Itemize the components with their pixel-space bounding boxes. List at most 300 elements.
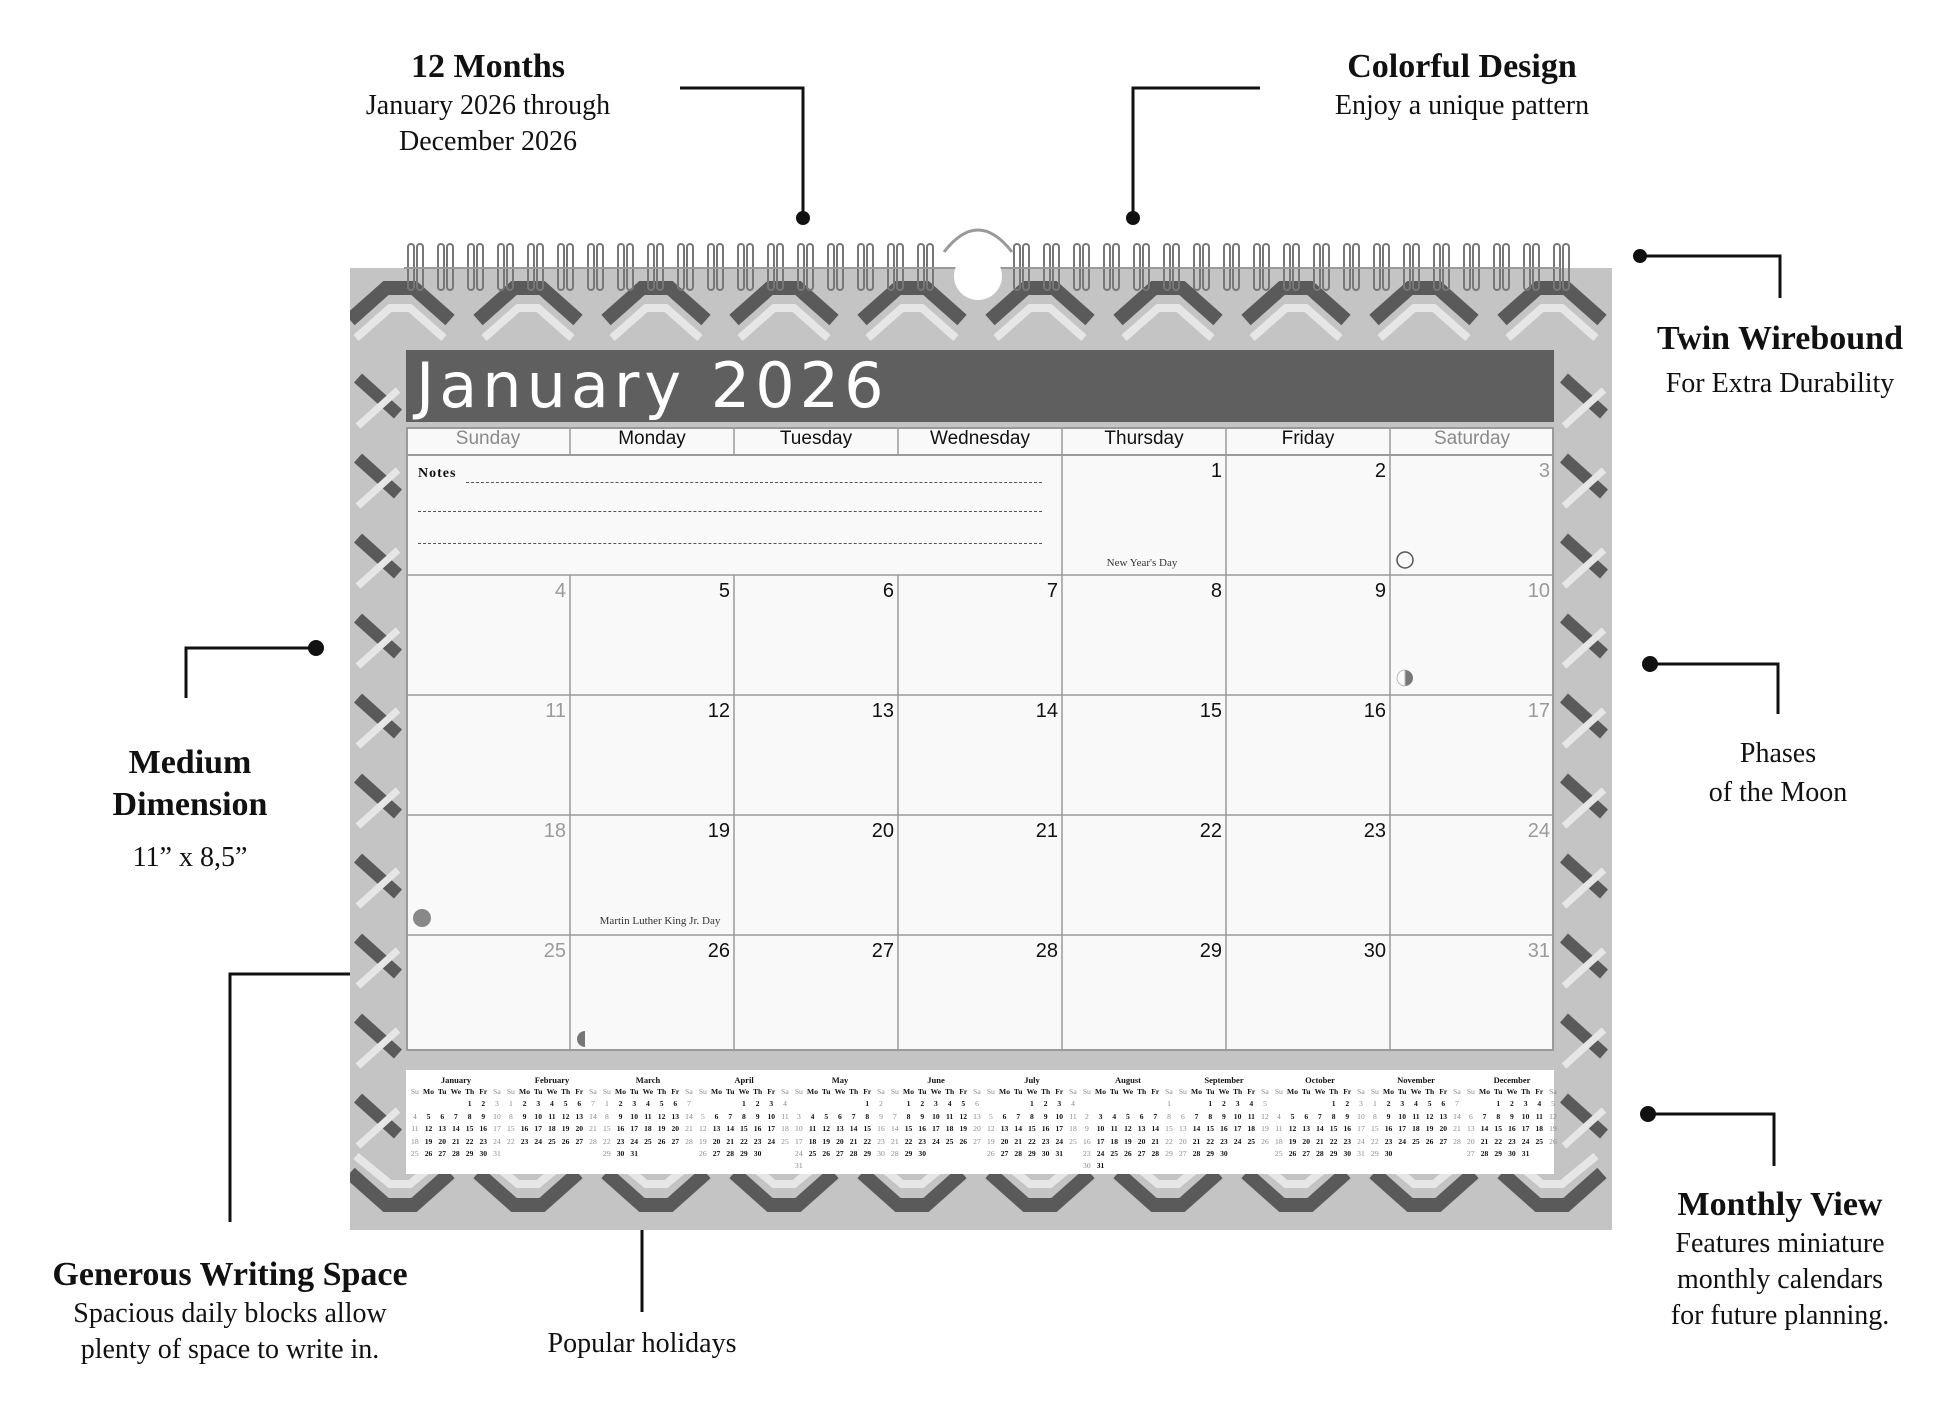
mini-day: 7 <box>1194 1111 1199 1121</box>
mini-day: 18 <box>1535 1124 1544 1134</box>
mini-day: 24 <box>534 1136 543 1146</box>
mini-week-row <box>1080 1098 1176 1110</box>
day-number[interactable]: 14 <box>1035 700 1058 722</box>
mini-day: 2 <box>481 1099 486 1109</box>
day-number[interactable]: 9 <box>1374 580 1386 602</box>
mini-day: 8 <box>604 1111 609 1121</box>
mini-day: 17 <box>1096 1136 1105 1146</box>
callout-text: December 2026 <box>398 126 578 157</box>
mini-week-row <box>888 1111 984 1123</box>
mini-day <box>819 1160 833 1172</box>
mini-day-header: Mo <box>519 1087 531 1096</box>
day-number[interactable]: 15 <box>1199 700 1222 722</box>
mini-month-name: June <box>927 1075 945 1085</box>
mini-day-header: We <box>930 1087 942 1096</box>
mini-day-header: Tu <box>1205 1087 1215 1096</box>
mini-day: 11 <box>644 1111 652 1121</box>
mini-week-row <box>696 1111 792 1123</box>
mini-day: 8 <box>508 1111 513 1121</box>
mini-day-header: Fr <box>1535 1087 1544 1096</box>
mini-day-header: Th <box>752 1087 763 1096</box>
day-number[interactable]: 11 <box>545 700 566 722</box>
mini-day: 28 <box>589 1136 597 1146</box>
mini-day: 25 <box>945 1136 954 1146</box>
mini-day: 28 <box>1453 1136 1461 1146</box>
mini-day: 25 <box>1275 1149 1283 1159</box>
mini-day <box>847 1098 861 1110</box>
mini-day <box>422 1098 436 1110</box>
day-number[interactable]: 19 <box>707 820 730 842</box>
day-number[interactable]: 1 <box>1210 460 1222 482</box>
day-number[interactable]: 16 <box>1363 700 1386 722</box>
weekday-header-friday: Friday <box>1281 428 1335 449</box>
mini-day: 4 <box>947 1099 952 1109</box>
day-number[interactable]: 2 <box>1374 460 1386 482</box>
mini-day: 13 <box>836 1124 844 1134</box>
mini-day: 7 <box>1482 1111 1487 1121</box>
mini-day: 16 <box>753 1124 762 1134</box>
mini-day: 26 <box>1425 1136 1434 1146</box>
mini-day <box>764 1148 778 1160</box>
mini-calendar-april <box>696 1074 792 1160</box>
mini-day: 30 <box>1220 1149 1228 1159</box>
mini-day: 16 <box>1384 1124 1393 1134</box>
mini-day: 18 <box>1069 1124 1077 1134</box>
mini-day: 21 <box>452 1136 460 1146</box>
mini-day: 13 <box>1467 1124 1475 1134</box>
mini-day-header: Tu <box>1397 1087 1407 1096</box>
mini-day: 11 <box>1247 1111 1255 1121</box>
mini-day: 7 <box>1153 1111 1158 1121</box>
mini-day: 25 <box>1110 1149 1119 1159</box>
mini-day: 25 <box>411 1149 419 1159</box>
mini-day <box>792 1098 806 1110</box>
mini-day: 2 <box>1222 1099 1226 1109</box>
mini-day: 4 <box>550 1099 554 1109</box>
mini-day: 13 <box>1179 1124 1187 1134</box>
day-number[interactable]: 25 <box>543 940 566 962</box>
weekday-header-thursday: Thursday <box>1104 428 1184 449</box>
mini-day: 15 <box>740 1124 748 1134</box>
mini-week-row <box>504 1136 600 1148</box>
mini-day: 2 <box>1345 1099 1350 1109</box>
mini-month-name: March <box>635 1075 661 1085</box>
mini-day: 17 <box>493 1124 501 1134</box>
mini-week-row <box>792 1098 888 1110</box>
mini-day: 1 <box>508 1099 513 1109</box>
mini-day: 10 <box>1357 1111 1365 1121</box>
mini-day: 24 <box>767 1136 776 1146</box>
mini-week-row <box>1176 1148 1272 1160</box>
mini-month-name: December <box>1493 1075 1531 1085</box>
mini-day-header: Fr <box>767 1087 776 1096</box>
day-number[interactable]: 12 <box>707 700 730 722</box>
day-number[interactable]: 24 <box>1527 820 1550 842</box>
day-number[interactable]: 31 <box>1527 940 1550 962</box>
mini-day: 7 <box>1455 1099 1459 1109</box>
mini-day: 13 <box>1302 1124 1311 1134</box>
mini-day: 31 <box>1096 1161 1105 1171</box>
mini-day-header: Tu <box>437 1087 447 1096</box>
mini-day-header: Th <box>1232 1087 1243 1096</box>
callout-text: of the Moon <box>1708 777 1848 808</box>
mini-day: 16 <box>1220 1124 1228 1134</box>
mini-day: 14 <box>452 1124 460 1134</box>
mini-day-header: Tu <box>1013 1087 1023 1096</box>
mini-day: 20 <box>1302 1136 1311 1146</box>
mini-day: 25 <box>644 1136 652 1146</box>
mini-day <box>1532 1148 1546 1160</box>
mini-day: 6 <box>440 1111 445 1121</box>
mini-calendar-may <box>792 1074 888 1173</box>
mini-day <box>655 1148 669 1160</box>
day-number[interactable]: 6 <box>882 580 894 602</box>
mini-day-headers <box>1464 1086 1560 1098</box>
mini-day: 25 <box>808 1149 817 1159</box>
mini-day: 5 <box>659 1099 664 1109</box>
weekday-header-tuesday: Tuesday <box>779 428 853 449</box>
mini-week-row <box>408 1136 504 1148</box>
mini-day: 28 <box>849 1149 858 1159</box>
mini-day: 19 <box>1288 1136 1297 1146</box>
day-number[interactable]: 3 <box>1538 460 1550 482</box>
mini-day: 26 <box>1261 1136 1269 1146</box>
mini-week-row <box>792 1148 888 1160</box>
mini-day: 12 <box>561 1111 570 1121</box>
mini-day: 18 <box>548 1124 556 1134</box>
mini-day-header: Su <box>602 1087 611 1096</box>
mini-day: 28 <box>1014 1149 1023 1159</box>
mini-day: 10 <box>795 1124 803 1134</box>
day-number[interactable]: 28 <box>1035 940 1058 962</box>
mini-day: 27 <box>671 1136 680 1146</box>
day-number[interactable]: 26 <box>707 940 730 962</box>
mini-day: 29 <box>1329 1149 1338 1159</box>
day-number[interactable]: 20 <box>871 820 894 842</box>
mini-day: 12 <box>657 1111 666 1121</box>
mini-day: 6 <box>1304 1111 1309 1121</box>
mini-day: 1 <box>865 1099 870 1109</box>
mini-day: 1 <box>1208 1099 1213 1109</box>
mini-calendar-november <box>1368 1074 1464 1160</box>
mini-day: 12 <box>1288 1124 1297 1134</box>
mini-day-header: Fr <box>1055 1087 1064 1096</box>
mini-day: 12 <box>424 1124 433 1134</box>
day-number[interactable]: 23 <box>1363 820 1386 842</box>
mini-day: 2 <box>879 1099 883 1109</box>
mini-day: 16 <box>616 1124 625 1134</box>
mini-day-headers <box>504 1086 600 1098</box>
weekday-header-saturday: Saturday <box>1433 428 1511 449</box>
mini-day: 22 <box>1206 1136 1215 1146</box>
mini-day: 25 <box>1247 1136 1256 1146</box>
pattern-chevron <box>350 1173 450 1205</box>
mini-day: 18 <box>781 1124 789 1134</box>
mini-day: 18 <box>1275 1136 1283 1146</box>
mini-day-header: Mo <box>1287 1087 1299 1096</box>
mini-day: 14 <box>1151 1124 1160 1134</box>
mini-day: 9 <box>1084 1124 1089 1134</box>
mini-day: 10 <box>1521 1111 1530 1121</box>
mini-day: 17 <box>1233 1124 1242 1134</box>
day-number[interactable]: 27 <box>871 940 894 962</box>
mini-day: 14 <box>1316 1124 1324 1134</box>
mini-day <box>888 1098 902 1110</box>
mini-day: 11 <box>1535 1111 1543 1121</box>
day-number[interactable]: 10 <box>1527 580 1550 602</box>
mini-day <box>984 1098 998 1110</box>
mini-day: 31 <box>1357 1149 1365 1159</box>
mini-day: 3 <box>1098 1111 1103 1121</box>
mini-week-row <box>1464 1136 1560 1148</box>
callout-monthly-view <box>1630 1184 1930 1334</box>
mini-day: 17 <box>1398 1124 1407 1134</box>
mini-day: 13 <box>712 1124 721 1134</box>
mini-day: 14 <box>1453 1111 1461 1121</box>
mini-day-header: We <box>1218 1087 1230 1096</box>
mini-day: 9 <box>1345 1111 1350 1121</box>
mini-day <box>998 1098 1012 1110</box>
mini-day: 6 <box>673 1099 678 1109</box>
mini-day <box>833 1098 847 1110</box>
day-number[interactable]: 5 <box>718 580 730 602</box>
mini-day: 23 <box>479 1136 488 1146</box>
mini-day: 30 <box>753 1149 762 1159</box>
mini-calendar-october <box>1272 1074 1368 1160</box>
mini-day: 4 <box>412 1111 417 1121</box>
mini-day: 22 <box>740 1136 748 1146</box>
mini-day-header: Th <box>1040 1087 1051 1096</box>
mini-day: 21 <box>1453 1124 1461 1134</box>
mini-day: 1 <box>1167 1099 1171 1109</box>
mini-day: 24 <box>932 1136 940 1146</box>
mini-day-header: Th <box>464 1087 475 1096</box>
mini-day: 23 <box>1083 1149 1091 1159</box>
mini-day: 16 <box>1343 1124 1352 1134</box>
mini-day: 10 <box>1233 1111 1242 1121</box>
mini-day-header: Su <box>1082 1087 1091 1096</box>
mini-day: 9 <box>1043 1111 1048 1121</box>
callout-title: Dimension <box>112 786 268 823</box>
mini-month-name: October <box>1305 1075 1335 1085</box>
mini-day: 26 <box>987 1149 995 1159</box>
mini-week-row <box>1176 1123 1272 1135</box>
day-number[interactable]: 13 <box>871 700 894 722</box>
mini-day <box>1450 1148 1464 1160</box>
day-number[interactable]: 7 <box>1046 580 1058 602</box>
mini-day-header: Tu <box>725 1087 735 1096</box>
mini-day-header: Su <box>410 1087 419 1096</box>
mini-week-row <box>792 1123 888 1135</box>
mini-day-header: Sa <box>685 1087 693 1096</box>
mini-day: 30 <box>1041 1149 1050 1159</box>
mini-day: 4 <box>1537 1099 1542 1109</box>
mini-day-header: Sa <box>1069 1087 1077 1096</box>
mini-day <box>1162 1160 1176 1172</box>
callout-title: Medium <box>128 744 252 781</box>
mini-day-header: Th <box>1424 1087 1435 1096</box>
mini-week-row <box>888 1136 984 1148</box>
callout-text: January 2026 through <box>365 90 611 121</box>
mini-day: 20 <box>1000 1136 1009 1146</box>
mini-day: 15 <box>507 1124 515 1134</box>
mini-month-name: November <box>1397 1075 1435 1085</box>
day-number[interactable]: 29 <box>1199 940 1222 962</box>
mini-day: 6 <box>975 1099 979 1109</box>
mini-day-header: Su <box>1370 1087 1379 1096</box>
mini-day: 3 <box>1057 1099 1062 1109</box>
mini-day-header: Fr <box>959 1087 968 1096</box>
mini-day-header: Sa <box>589 1087 597 1096</box>
mini-day <box>668 1148 682 1160</box>
mini-day: 3 <box>1523 1099 1528 1109</box>
mini-day-header: Tu <box>917 1087 927 1096</box>
mini-day: 20 <box>1467 1136 1475 1146</box>
mini-day: 27 <box>836 1149 844 1159</box>
mini-day <box>929 1148 943 1160</box>
pattern-chevron <box>1502 1173 1602 1205</box>
day-number[interactable]: 22 <box>1199 820 1222 842</box>
mini-day: 4 <box>783 1099 787 1109</box>
mini-day-header: We <box>1026 1087 1038 1096</box>
mini-day-headers <box>1368 1086 1464 1098</box>
day-number[interactable]: 18 <box>543 820 566 842</box>
mini-day: 11 <box>808 1124 817 1134</box>
mini-week-row <box>696 1098 792 1110</box>
mini-day: 15 <box>603 1124 611 1134</box>
mini-day-header: Sa <box>1261 1087 1269 1096</box>
mini-week-row <box>1272 1111 1368 1123</box>
mini-day: 4 <box>1249 1099 1254 1109</box>
mini-day <box>1436 1148 1450 1160</box>
mini-week-row <box>600 1098 696 1110</box>
mini-day-header: Mo <box>423 1087 435 1096</box>
day-number[interactable]: 8 <box>1210 580 1222 602</box>
mini-day: 20 <box>1179 1136 1187 1146</box>
callout-title: Colorful Design <box>1347 48 1577 85</box>
mini-day-header: Mo <box>807 1087 819 1096</box>
mini-day: 17 <box>795 1136 803 1146</box>
mini-day <box>1286 1098 1300 1110</box>
mini-day: 22 <box>1371 1136 1379 1146</box>
mini-day: 29 <box>904 1149 913 1159</box>
mini-day: 28 <box>1192 1149 1201 1159</box>
mini-day: 23 <box>1343 1136 1352 1146</box>
mini-day: 28 <box>1316 1149 1324 1159</box>
mini-day: 22 <box>1165 1136 1173 1146</box>
day-number[interactable]: 4 <box>554 580 566 602</box>
mini-day: 4 <box>1276 1111 1281 1121</box>
mini-week-row <box>600 1136 696 1148</box>
mini-day: 17 <box>534 1124 543 1134</box>
mini-day: 18 <box>945 1124 954 1134</box>
mini-day-header: Th <box>560 1087 571 1096</box>
day-number[interactable]: 21 <box>1035 820 1058 842</box>
weekday-header-sunday: Sunday <box>455 428 521 449</box>
mini-day: 30 <box>877 1149 885 1159</box>
mini-day: 26 <box>959 1136 968 1146</box>
pattern-chevron <box>734 1173 834 1205</box>
mini-week-row <box>1080 1160 1176 1172</box>
callout-text: plenty of space to write in. <box>80 1334 380 1365</box>
mini-day-header: Sa <box>1549 1087 1557 1096</box>
mini-day <box>408 1098 422 1110</box>
mini-day-header: Th <box>1328 1087 1339 1096</box>
mini-week-row <box>888 1148 984 1160</box>
mini-day <box>1272 1098 1286 1110</box>
callout-text: for future planning. <box>1670 1300 1890 1331</box>
day-number[interactable]: 30 <box>1363 940 1386 962</box>
mini-day: 5 <box>563 1099 568 1109</box>
mini-day: 15 <box>1329 1124 1338 1134</box>
mini-day: 29 <box>1371 1149 1379 1159</box>
mini-day: 1 <box>1331 1099 1336 1109</box>
mini-week-row <box>888 1123 984 1135</box>
mini-day: 27 <box>1439 1136 1448 1146</box>
mini-day <box>682 1148 696 1160</box>
mini-day-header: Su <box>890 1087 899 1096</box>
mini-day-header: Mo <box>1095 1087 1107 1096</box>
mini-day <box>1231 1148 1245 1160</box>
mini-day <box>819 1098 833 1110</box>
mini-day: 23 <box>1041 1136 1050 1146</box>
month-title: January 2026 <box>416 349 889 422</box>
mini-day: 29 <box>1206 1149 1215 1159</box>
mini-day-header: Sa <box>781 1087 789 1096</box>
mini-day: 24 <box>1096 1149 1105 1159</box>
mini-day: 26 <box>1288 1149 1297 1159</box>
mini-day: 11 <box>781 1111 789 1121</box>
mini-day: 25 <box>548 1136 556 1146</box>
mini-day: 6 <box>577 1099 582 1109</box>
callout-writing-space <box>20 1254 440 1368</box>
mini-day: 13 <box>438 1124 447 1134</box>
mini-day: 27 <box>1302 1149 1311 1159</box>
mini-day: 3 <box>1359 1099 1363 1109</box>
mini-day: 20 <box>1439 1124 1448 1134</box>
mini-day: 8 <box>1208 1111 1213 1121</box>
mini-day: 15 <box>904 1124 913 1134</box>
mini-day: 7 <box>892 1111 897 1121</box>
mini-day: 9 <box>481 1111 486 1121</box>
mini-day: 2 <box>618 1099 623 1109</box>
day-number[interactable]: 17 <box>1527 700 1550 722</box>
mini-day: 22 <box>904 1136 913 1146</box>
mini-day-header: Mo <box>615 1087 627 1096</box>
mini-day-header: Su <box>1466 1087 1475 1096</box>
mini-day: 20 <box>671 1124 680 1134</box>
mini-day-header: Mo <box>999 1087 1011 1096</box>
mini-day: 10 <box>932 1111 940 1121</box>
mini-day: 21 <box>589 1124 597 1134</box>
mini-day: 9 <box>879 1111 883 1121</box>
callout-text: Enjoy a unique pattern <box>1334 90 1590 121</box>
mini-day: 19 <box>657 1124 666 1134</box>
mini-day-header: Th <box>848 1087 859 1096</box>
mini-day: 6 <box>1468 1111 1473 1121</box>
mini-day: 30 <box>1343 1149 1352 1159</box>
mini-week-row <box>696 1148 792 1160</box>
mini-month-name: May <box>831 1075 849 1085</box>
callout-title: Generous Writing Space <box>52 1256 408 1293</box>
mini-day: 2 <box>1084 1111 1089 1121</box>
mini-day: 28 <box>685 1136 693 1146</box>
mini-day: 31 <box>630 1149 639 1159</box>
callout-text: monthly calendars <box>1676 1264 1884 1295</box>
mini-day: 26 <box>1124 1149 1132 1159</box>
mini-day: 18 <box>644 1124 652 1134</box>
mini-day-headers <box>600 1086 696 1098</box>
